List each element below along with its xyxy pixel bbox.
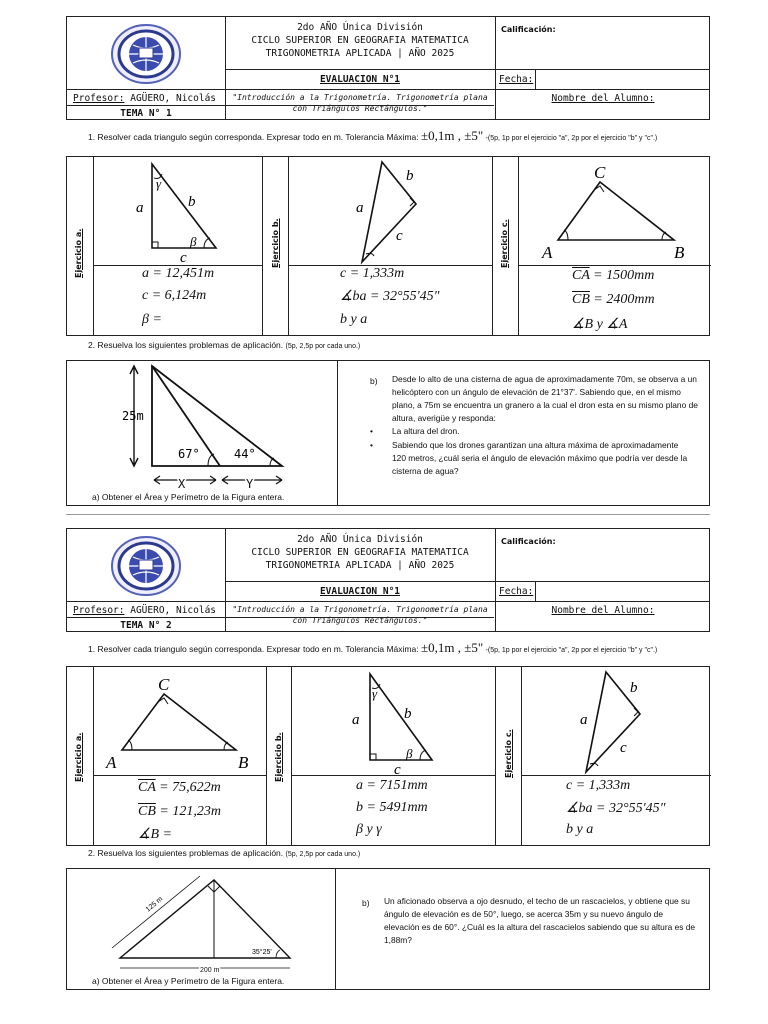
given-b-1: c = 1,333m [340,266,405,281]
svg-text:γ: γ [372,686,378,701]
header-cycle: CICLO SUPERIOR EN GEOGRAFIA MATEMATICA [251,547,469,558]
given-b-3: β y γ [356,822,382,837]
header-course: 2do AÑO Única División [297,22,423,33]
instruction-1: 1. Resolver cada triangulo según corresponda. Expresar todo en m. Tolerancia Máxima: ±0,1m , ±5" -(5p, 1p por el ejercicio "a", 2p por el ejercicio "b" y "c".) [88,640,658,655]
header-tema-1 [66,16,710,120]
problem-a-figure-tema-2 [104,872,304,972]
svg-text:a: a [580,712,588,728]
calificacion-label: Calificación: [501,537,556,546]
profesor-field: Profesor: AGÜERO, Nicolás [73,605,217,616]
label-ej-a: Ejercicio a. [74,732,83,782]
fig-25m: 25m [122,409,144,423]
svg-text:c: c [396,228,403,244]
svg-text:a: a [356,200,364,216]
triangle-a-figure [100,672,260,776]
school-logo [109,23,183,85]
triangle-b-figure [342,668,452,778]
instruction-1: 1. Resolver cada triangulo según corresponda. Expresar todo en m. Tolerancia Máxima: ±0,1m , ±5" -(5p, 1p por el ejercicio "a", 2p por el ejercicio "b" y "c".) [88,128,658,143]
bullet-dot-1: • [370,426,373,436]
svg-text:c: c [620,740,627,756]
svg-text:c: c [394,762,401,778]
problem-b-text-tema-1: Desde lo alto de una cisterna de agua de aproximadamente 70m, se observa a un helicóptero con un ángulo de elevación de 21°37'. Sabiendo que, en el mismo plano, a 75m se encuentra un granero a la cual el dron esta en su mismo plano de altura, averigüe y responda: [392,374,698,423]
bullet-dot-2: • [370,440,373,450]
svg-text:C: C [158,675,170,694]
problem-a-text-tema-2: a) Obtener el Área y Perímetro de la Figura entera. [92,976,285,986]
svg-text:b: b [630,680,638,696]
fig-x: X [178,477,186,491]
given-b-2: ∡ba = 32°55'45" [340,289,440,304]
triangle-c-figure [538,160,698,264]
given-a-2: $\overline{CB} = 121,23m$ [138,804,221,819]
svg-text:C: C [594,163,606,182]
problem-b-label-tema-1: b) [370,376,378,386]
calificacion-label: Calificación: [501,25,556,34]
given-b-3: b y a [340,312,368,327]
problem-b-bullet-1: La altura del dron. [392,426,460,436]
svg-text:γ: γ [156,176,162,191]
header-subtitle: "Introducción a la Trigonometría. Trigonometría plana con Triángulos Rectángulos." [232,605,488,625]
label-ej-a: Ejercicio a. [74,228,83,278]
fecha-label: Fecha: [499,586,534,597]
profesor-field: Profesor: AGÜERO, Nicolás [73,93,217,104]
given-b-1: a = 7151mm [356,778,428,793]
fig-67: 67° [178,447,200,461]
header-subject: TRIGONOMETRIA APLICADA | AÑO 2025 [265,560,455,571]
given-a-1: a = 12,451m [142,266,215,281]
triangle-a-figure [120,158,240,268]
tema-label: TEMA N° 1 [120,108,172,119]
header-subtitle: "Introducción a la Trigonometría. Trigonometría plana con Triángulos Rectángulos." [232,93,488,113]
svg-text:A: A [542,243,553,262]
problem-b-bullet-2: Sabiendo que los drones garantizan una altura máxima de aproximadamente 120 metros, ¿cuál seria el ángulo de elevación máximo que podría ver desde la cisterna de agua? [392,440,688,476]
given-c-3: ∡B y ∡A [572,317,628,332]
nombre-alumno-label: Nombre del Alumno: [551,93,655,104]
svg-text:c: c [180,250,187,266]
given-b-2: b = 5491mm [356,800,428,815]
evaluacion-title: EVALUACION N°1 [319,74,401,85]
given-a-3: ∡B = [138,827,173,842]
nombre-alumno-label: Nombre del Alumno: [551,605,655,616]
svg-text:b: b [404,706,412,722]
svg-text:β: β [406,746,413,761]
svg-text:a: a [136,200,144,216]
svg-text:b: b [188,194,196,210]
fig-y: Y [246,477,254,491]
header-subject: TRIGONOMETRIA APLICADA | AÑO 2025 [265,48,455,59]
instruction-2: 2. Resuelva los siguientes problemas de aplicación. (5p, 2,5p por cada uno.) [88,848,361,858]
given-a-2: c = 6,124m [142,288,207,303]
svg-text:β: β [190,234,197,249]
header-tema-2 [66,528,710,632]
problem-b-text-tema-2: Un aficionado observa a ojo desnudo, el techo de un rascacielos, y obtiene que su ángulo de elevación es de 50°, luego, se acerca 35m y su nuevo ángulo de elevación es de 60°. ¿Cuál es la altura del rascacielos sabiendo que su altura es de 1,88m? [384,896,696,945]
label-ej-b: Ejercicio b. [271,218,280,268]
given-c-1: $\overline{CA} = 1500mm$ [572,268,655,283]
given-c-3: b y a [566,822,594,837]
problem-b-label-tema-2: b) [362,898,370,908]
evaluacion-title: EVALUACION N°1 [319,586,401,597]
svg-text:A: A [106,753,117,772]
problem-a-figure-tema-1 [120,362,300,494]
fig-200: 200 m [200,967,220,972]
svg-text:B: B [238,753,249,772]
fig-44: 44° [234,447,256,461]
page-separator [66,514,710,515]
fig-35: 35°25' [252,949,272,956]
svg-text:b: b [406,168,414,184]
given-a-1: $\overline{CA} = 75,622m$ [138,780,221,795]
svg-text:B: B [674,243,685,262]
header-course: 2do AÑO Única División [297,534,423,545]
given-c-2: $\overline{CB} = 2400mm$ [572,292,655,307]
school-logo [109,535,183,597]
triangle-c-figure [560,668,660,780]
tema-label: TEMA N° 2 [120,620,172,631]
label-ej-b: Ejercicio b. [274,732,283,782]
given-c-1: c = 1,333m [566,778,631,793]
given-c-2: ∡ba = 32°55'45" [566,801,666,816]
instruction-2: 2. Resuelva los siguientes problemas de aplicación. (5p, 2,5p por cada uno.) [88,340,361,350]
given-a-3: β = [142,312,162,327]
label-ej-c: Ejercicio c. [504,729,513,778]
label-ej-c: Ejercicio c. [500,219,509,268]
header-cycle: CICLO SUPERIOR EN GEOGRAFIA MATEMATICA [251,35,469,46]
svg-text:a: a [352,712,360,728]
fig-125: 125 m [144,895,165,914]
triangle-b-figure [340,158,430,270]
problem-a-text-tema-1: a) Obtener el Área y Perímetro de la Figura entera. [92,492,285,502]
fecha-label: Fecha: [499,74,534,85]
